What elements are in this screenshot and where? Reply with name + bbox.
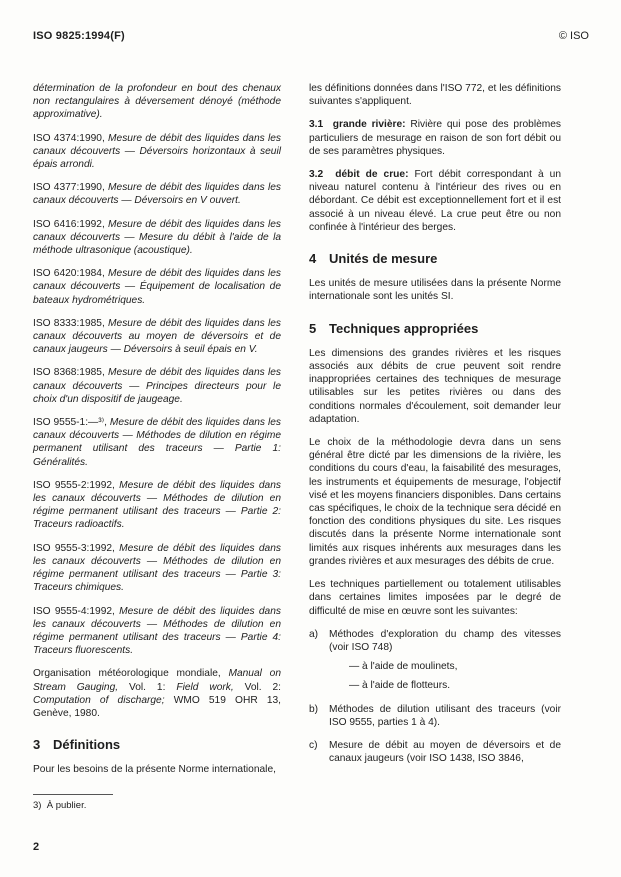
reference-id: ISO 9555-4:1992,	[33, 605, 115, 617]
section-4-heading: 4 Unités de mesure	[309, 251, 438, 267]
reference-item	[33, 181, 281, 207]
reference-title: Mesure de débit des liquides dans les canaux découverts — Équipement de localisation de bateaux hydrométriques.	[33, 268, 281, 306]
reference-item	[33, 132, 281, 172]
footnote: 3) À publier.	[33, 800, 87, 811]
list-a-sub-1: — à l'aide de moulinets,	[349, 661, 458, 673]
reference-id: ISO 8368:1985,	[33, 367, 105, 379]
reference-title: Mesure de débit des liquides dans les canaux découverts — Principes directeurs pour le choix d'un dispositif de jaugeage.	[33, 367, 281, 405]
reference-title: Mesure de débit des liquides dans les canaux découverts — Mesure du débit à l'aide de la méthode ultrasonique (acoustique).	[33, 218, 281, 257]
definition-3-1: 3.1 grande rivière: Rivière qui pose des problèmes particuliers de mesurage en raison de son fort débit ou de ses paramètres physiques.	[309, 119, 561, 157]
wmo-reference: Organisation météorologique mondiale, Manual on Stream Gauging, Vol. 1: Field work, Vol. 2: Computation of discharge; WMO 519 OHR 13, Genève, 1980.	[33, 668, 281, 719]
document-id: ISO 9825:1994(F)	[33, 30, 125, 42]
reference-id: ISO 8333:1985,	[33, 317, 105, 329]
list-item-b: b) Méthodes de dilution utilisant des traceurs (voir ISO 9555, parties 1 à 4).	[309, 703, 561, 728]
list-a-sub-2: — à l'aide de flotteurs.	[349, 680, 451, 692]
reference-id: ISO 9555-2:1992,	[33, 479, 115, 491]
list-item-a: a) Méthodes d'exploration du champ des vitesses (voir ISO 748) — à l'aide de moulinets, — à l'aide de flotteurs.	[309, 628, 561, 692]
reference-id: ISO 4377:1990,	[33, 182, 105, 194]
page-header	[33, 30, 589, 46]
footnote-divider	[33, 794, 113, 795]
reference-title: Mesure de débit des liquides dans les canaux découverts — Déversoirs en V ouvert.	[33, 182, 281, 207]
continued-reference: détermination de la profondeur en bout des chenaux non rectangulaires à déversement dénoyé (méthode approximative).	[33, 83, 281, 121]
section-3-intro: Pour les besoins de la présente Norme internationale,	[33, 764, 276, 776]
list-item-c: c) Mesure de débit au moyen de déversoirs et de canaux jaugeurs (voir ISO 1438, ISO 3846,	[309, 739, 561, 765]
section-4-text: Les unités de mesure utilisées dans la présente Norme internationale sont les unités SI.	[309, 278, 561, 303]
reference-item	[33, 366, 281, 406]
normative-references-list	[33, 132, 281, 658]
reference-title: Mesure de débit des liquides dans les canaux découverts — Méthodes de dilution en régime permanent utilisant des traceurs — Partie 3: Traceurs chimiques.	[33, 542, 281, 594]
reference-id: ISO 4374:1990,	[33, 132, 105, 144]
reference-title: Mesure de débit des liquides dans les canaux découverts — Méthodes de dilution en régime permanent utilisant des traceurs — Partie 2: Traceurs radioactifs.	[33, 479, 281, 531]
reference-item	[33, 605, 281, 658]
reference-item	[33, 267, 281, 307]
reference-item	[33, 542, 281, 595]
definition-3-2: 3.2 débit de crue: Fort débit correspondant à un niveau naturel contenu à l'intérieur des rives ou en débordant. Ce débit est exceptionnellement fort et il est associé à un niveau élevé. La crue peut être ou non confinée à l'intérieur des berges.	[309, 169, 561, 233]
reference-item	[33, 317, 281, 357]
reference-id: ISO 9555-3:1992,	[33, 542, 115, 554]
copyright-mark: © ISO	[558, 30, 589, 42]
reference-id: ISO 6420:1984,	[33, 268, 105, 280]
section-5-heading: 5 Techniques appropriées	[309, 320, 479, 336]
techniques-list	[309, 628, 561, 766]
section-5-paragraph-3: Les techniques partiellement ou totalement utilisables dans certaines limites imposées par le degré de difficulté de mise en œuvre sont les suivantes:	[309, 579, 561, 617]
reference-item	[33, 416, 281, 469]
left-column	[33, 82, 281, 787]
section-5-paragraph-2: Le choix de la méthodologie devra dans un sens général être dicté par les dimensions de la rivière, les conditions du cours d'eau, la faisabilité des mesurages, les instruments et équipements de mesurage, l'objectif visé et les moyens financiers disponibles. Dans certains cas spécifiques, le choix de la technique sera décidé en fonction des conditions physiques du site. Les risques discutés dans la présente Norme internationale sont limités aux risques inhérents aux mesurages dans les grandes rivières et aux mesurages des débits de crue.	[309, 437, 561, 567]
reference-title: Mesure de débit des liquides dans les canaux découverts au moyen de déversoirs et de canaux jaugeurs — Déversoirs à seuil épais en V.	[33, 317, 281, 356]
section-3-heading: 3 Définitions	[33, 737, 121, 753]
reference-item	[33, 218, 281, 258]
reference-id: ISO 6416:1992,	[33, 218, 105, 230]
reference-title: Mesure de débit des liquides dans les canaux découverts — Méthodes de dilution en régime permanent utilisant des traceurs — Partie 4: Traceurs fluorescents.	[33, 605, 281, 657]
section-5-paragraph-1: Les dimensions des grandes rivières et les risques associés aux débits de crue peuvent soit rendre inappropriées certaines des techniques de mesurage utilisables sur les petites rivières ou dans des conditions normales d'écoulement, soit demander leur adaptation.	[309, 347, 561, 425]
right-column	[309, 82, 561, 775]
definitions-intro-continued: les définitions données dans l'ISO 772, et les définitions suivantes s'appliquent.	[309, 83, 561, 108]
reference-id: ISO 9555-1:—³⁾,	[33, 417, 107, 429]
reference-title: Mesure de débit des liquides dans les canaux découverts — Déversoirs horizontaux à seuil épais arrondi.	[33, 132, 281, 171]
page-number: 2	[33, 841, 40, 853]
reference-title: Mesure de débit des liquides dans les canaux découverts — Méthodes de dilution en régime permanent utilisant des traceurs — Partie 1: Généralités.	[33, 417, 281, 468]
reference-item	[33, 479, 281, 532]
